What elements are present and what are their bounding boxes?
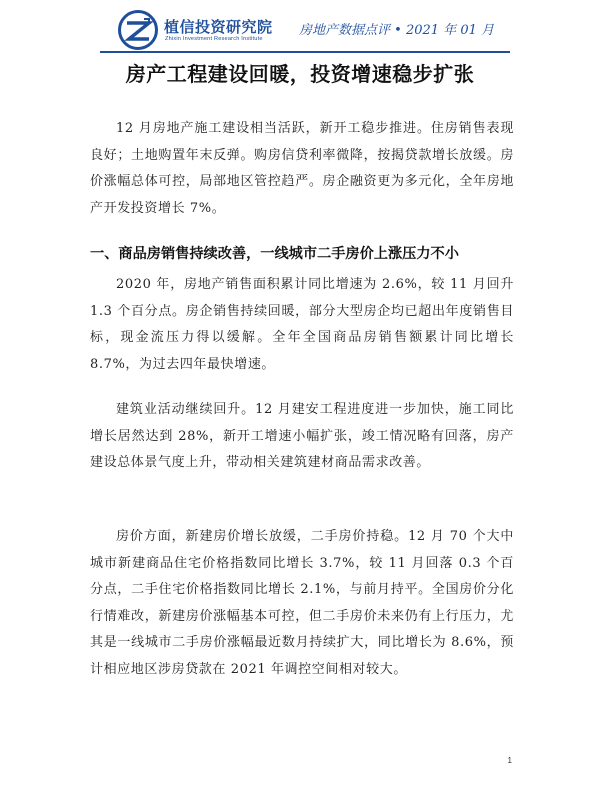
logo-emblem-icon <box>118 10 158 50</box>
institute-logo <box>118 10 298 50</box>
document-title: 房产工程建设回暖，投资增速稳步扩张 <box>125 62 475 86</box>
page-header <box>0 0 600 62</box>
institute-name: 植信投资研究院 <box>164 18 273 36</box>
section-heading: 一、商品房销售持续改善，一线城市二手房价上涨压力不小 <box>90 246 459 262</box>
header-divider <box>100 51 510 53</box>
institute-subtitle: Zhixin Investment Research Institute <box>165 36 263 42</box>
report-label: 房地产数据点评 • 2021 年 01 月 <box>299 23 494 38</box>
body-paragraph: 2020 年，房地产销售面积累计同比增速为 2.6%，较 11 月回升 1.3 个百分点。房企销售持续回暖，部分大型房企均已超出年度销售目标，现金流压力得以缓解。全年全国商品房销售额累计同比增长 8.7%，为过去四年最快增速。 <box>90 277 514 372</box>
body-paragraph: 房价方面，新建房价增长放缓，二手房价持稳。12 月 70 个大中城市新建商品住宅价格指数同比增长 3.7%，较 11 月回落 0.3 个百分点，二手住宅价格指数同比增长 2.1%，与前月持平。全国房价分化行情难改，新建房价涨幅基本可控，但二手房价未来仍有上行压力，尤其是一线城市二手房价涨幅最近数月持续扩大，同比增长为 8.6%，预计相应地区涉房贷款在 2021 年调控空间相对较大。 <box>90 529 514 677</box>
intro-paragraph: 12 月房地产施工建设相当活跃，新开工稳步推进。住房销售表现良好；土地购置年末反弹。购房信贷利率微降，按揭贷款增长放缓。房价涨幅总体可控，局部地区管控趋严。房企融资更为多元化，全年房地产开发投资增长 7%。 <box>90 121 514 216</box>
body-paragraph: 建筑业活动继续回升。12 月建安工程进度进一步加快，施工同比增长居然达到 28%，新开工增速小幅扩张，竣工情况略有回落，房产建设总体景气度上升，带动相关建筑建材商品需求改善。 <box>90 402 514 470</box>
page-number: 1 <box>507 756 512 765</box>
